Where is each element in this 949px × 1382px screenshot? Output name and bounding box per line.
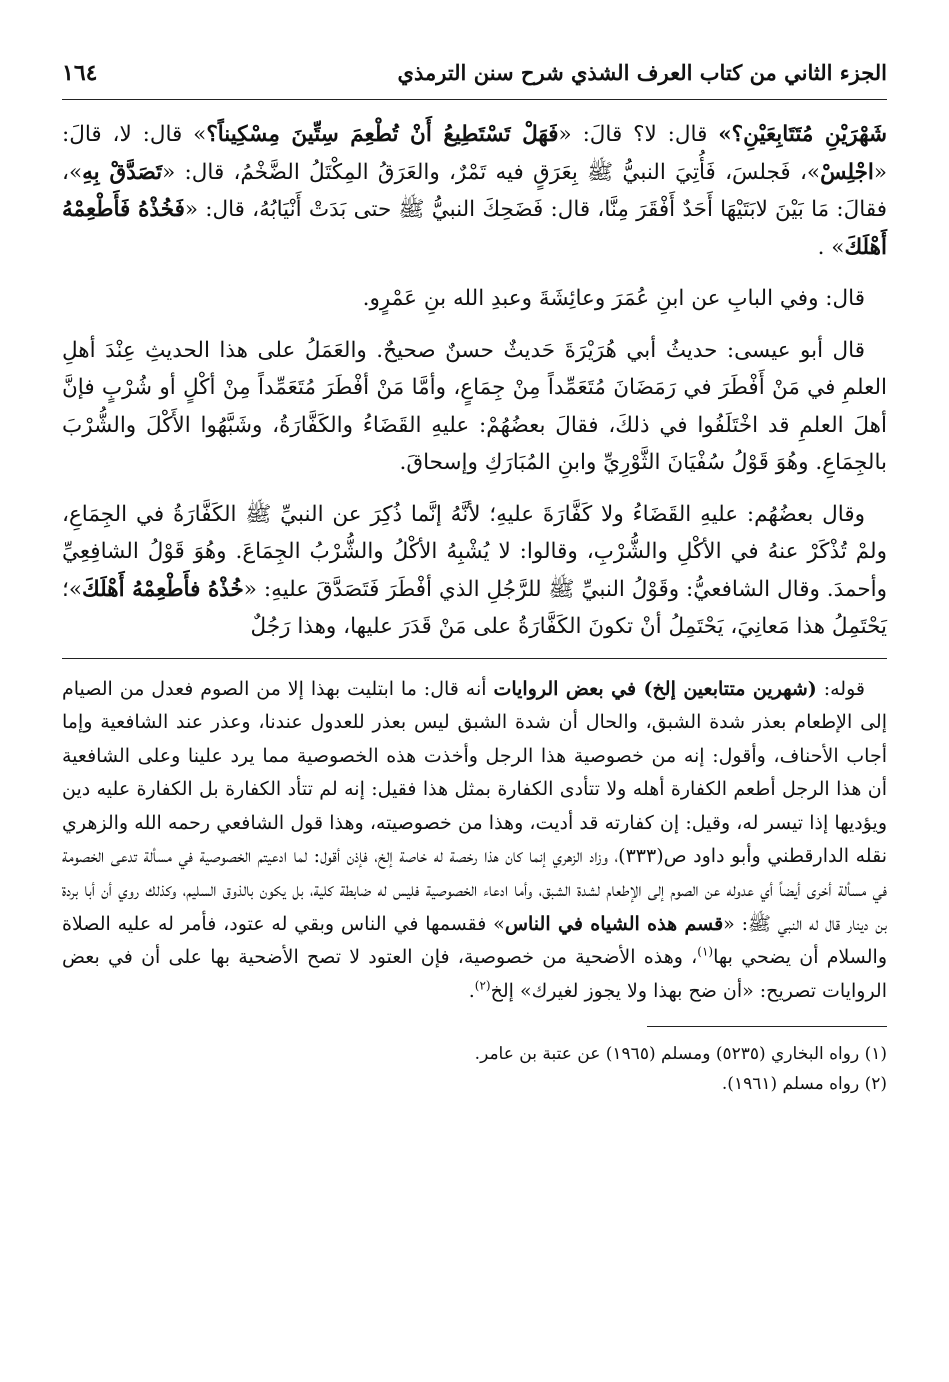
footnote-ref-1: (١) [697, 944, 714, 959]
hadith-phrase-bold: شَهْرَيْنِ مُتَتَابِعَيْنِ؟» [718, 122, 887, 147]
hadith-phrase-bold: اجْلِسْ [820, 159, 874, 185]
commentary-text: » فقسمها في الناس وبقي له عتود، فأمر له عليه الصلاة والسلام أن يضحي بها [62, 912, 887, 969]
commentary-text: أنه قال: ما ابتليت بهذا إلا من الصوم فعدل من الصيام إلى الإطعام بعذر شدة الشبق، والحال أن شدة الشبق ليس بعذر للعدول عندنا، وعذر عند الشافعية وإما أجاب الأحناف، وأقول: إنه من خصوصية هذا الرجل وأخذت هذه الخصوصية مما يرد علينا وعلى الشافعية أن هذا الرجل أطعم الكفارة أهله ولا تتأدى الكفارة بمثل هذا فقيل: إنه لم تتأد الكفارة بل الكفارة عليه دين ويؤديها إذا تيسر له، وقيل: إن كفارته قد أديت، وهذا من خصوصيته، وهذا قول الشافعي رحمه الله والزهري نقله الدارقطني وأبو داود ص(٣٣٣)، وزاد الزهري إنما كان هذا رخصة له خاصة إلخ، فإذن أقول: لما ادعيتم الخصوصية في مسألة تدعى الخصومة في مسألة أخرى أيضاً أي عدوله عن الصوم إلى الإطعام لشدة الشبق، وأما ادعاء الخصوصية فليس له ضابطة كلية، بل يكون بالذوق السليم، وكذلك روي أن أبا بردة بن دينار قال له النبي ﷺ: « [62, 677, 887, 935]
footnote-ref-2: (٢) [474, 978, 491, 993]
hadith-text: » . [817, 234, 845, 260]
abu-isa-paragraph: قال أبو عيسى: حديثُ أبي هُرَيْرَةَ حَديثٌ حسنٌ صحيحٌ. والعَمَلُ على هذا الحديثِ عِنْدَ أهلِ العلمِ في مَنْ أَفْطَرَ في رَمَضَانَ مُتَعَمِّداً مِنْ جِمَاعٍ، وأمَّا مَنْ أفْطَرَ مُتَعَمِّداً مِنْ أكْلٍ أو شُرْبٍ فإنَّ أهلَ العلمِ قد اخْتَلَفُوا في ذلكَ، فقالَ بعضُهُمْ: عليهِ القَضَاءُ والكَفَّارَةُ، وشَبَّهُوا الأَكْلَ والشُّرْبَ بالجِمَاعِ. وهُوَ قَوْلُ سُفْيَانَ الثَّوْرِيِّ وابنِ المُبَارَكِ وإسحاقَ. [62, 337, 887, 475]
footnote-2: (٢) رواه مسلم (١٩٦١). [721, 1074, 887, 1095]
hadith-phrase-bold: تَصَدَّقْ بِهِ [82, 159, 163, 185]
hadith-phrase-bold: فَخُذْهُ فَأَطْعِمْهُ أَهْلَكَ [62, 197, 887, 260]
header-title: الجزء الثاني من كتاب العرف الشذي شرح سنن الترمذي [397, 60, 887, 85]
commentary-paragraph [62, 673, 887, 1009]
commentary-heading-bold: (شهرين متتابعين إلخ) في بعض الروايات [493, 677, 817, 700]
commentary-end: . [468, 979, 475, 1002]
book-page [62, 60, 887, 1099]
opinion-phrase-bold: خُذْهُ فأَطْعِمْهُ أَهْلَكَ [82, 576, 244, 602]
running-header [62, 60, 887, 100]
scholars-opinion-paragraph [62, 496, 887, 646]
hadith-text: »، فَجلسَ، فَأُتِيَ النبيُّ ﷺ بِعَرَقٍ فيه تَمْرٌ، والعَرَقُ المِكْتَلُ الضَّخْمُ، قال: « [162, 159, 821, 185]
footnotes [62, 1039, 887, 1099]
hadith-phrase-bold: فَهَلْ تَسْتَطِيعُ أَنْ تُطْعِمَ سِتِّينَ مِسْكِيناً؟ [206, 122, 559, 147]
opinion-text: وقال بعضُهُم: عليهِ القَضَاءُ ولا كَفَّارَةَ عليهِ؛ لأنَّهُ إنَّما ذُكِرَ عن النبيِّ ﷺ الكَفَّارَةُ في الجِمَاعِ، ولمْ تُذْكَرْ عنهُ في الأكْلِ والشُّرْبِ، وقالوا: لا يُشْبِهُ الأكْلُ والشُّرْبُ الجِمَاعَ. وهُوَ قَوْلُ الشافِعِيِّ وأحمدَ. وقال الشافعيُّ: وقَوْلُ النبيِّ ﷺ للرَّجُلِ الذي أفْطَرَ فَتَصَدَّقَ عليهِ: « [62, 501, 887, 602]
commentary-quote-bold: قسم هذه الشياه في الناس [504, 912, 724, 935]
commentary-section [62, 673, 887, 1009]
main-text [62, 116, 887, 646]
footnote-divider [647, 1026, 887, 1027]
commentary-lead: قوله: [816, 677, 865, 700]
opinion-text: »؛ يَحْتَمِلُ هذا مَعانِيَ، يَحْتَمِلُ أنْ تكونَ الكَفَّارَةُ على مَنْ قَدَرَ عليها، وهذا رَجُلٌ [62, 576, 887, 639]
hadith-text: قال: لا؟ قالَ: « [558, 122, 719, 147]
text-commentary-divider [62, 658, 887, 659]
hadith-text: »، فقالَ: مَا بَيْنَ لابَتَيْهَا أَحَدٌ أَفْقَرَ مِنَّا، قال: فَضَحِكَ النبيُّ ﷺ حتى بَدَتْ أَنْيَابُهُ، قال: « [62, 159, 887, 222]
hadith-text: » قال: لا، قالَ: « [62, 122, 888, 185]
commentary-text: ، وهذه الأضحية من خصوصية، فإن العتود لا تصح الأضحية بها على أن في بعض الروايات تصريح: «أن ضح بهذا ولا يجوز لغيرك» إلخ [62, 946, 887, 1002]
chapter-narrators-paragraph: قال: وفي البابِ عن ابنِ عُمَرَ وعائِشَةَ وعبدِ الله بنِ عَمْرٍو. [362, 286, 865, 311]
footnote-1: (١) رواه البخاري (٥٢٣٥) ومسلم (١٩٦٥) عن عتبة بن عامر. [474, 1044, 887, 1065]
page-number: ١٦٤ [62, 60, 98, 86]
hadith-paragraph [62, 116, 887, 266]
